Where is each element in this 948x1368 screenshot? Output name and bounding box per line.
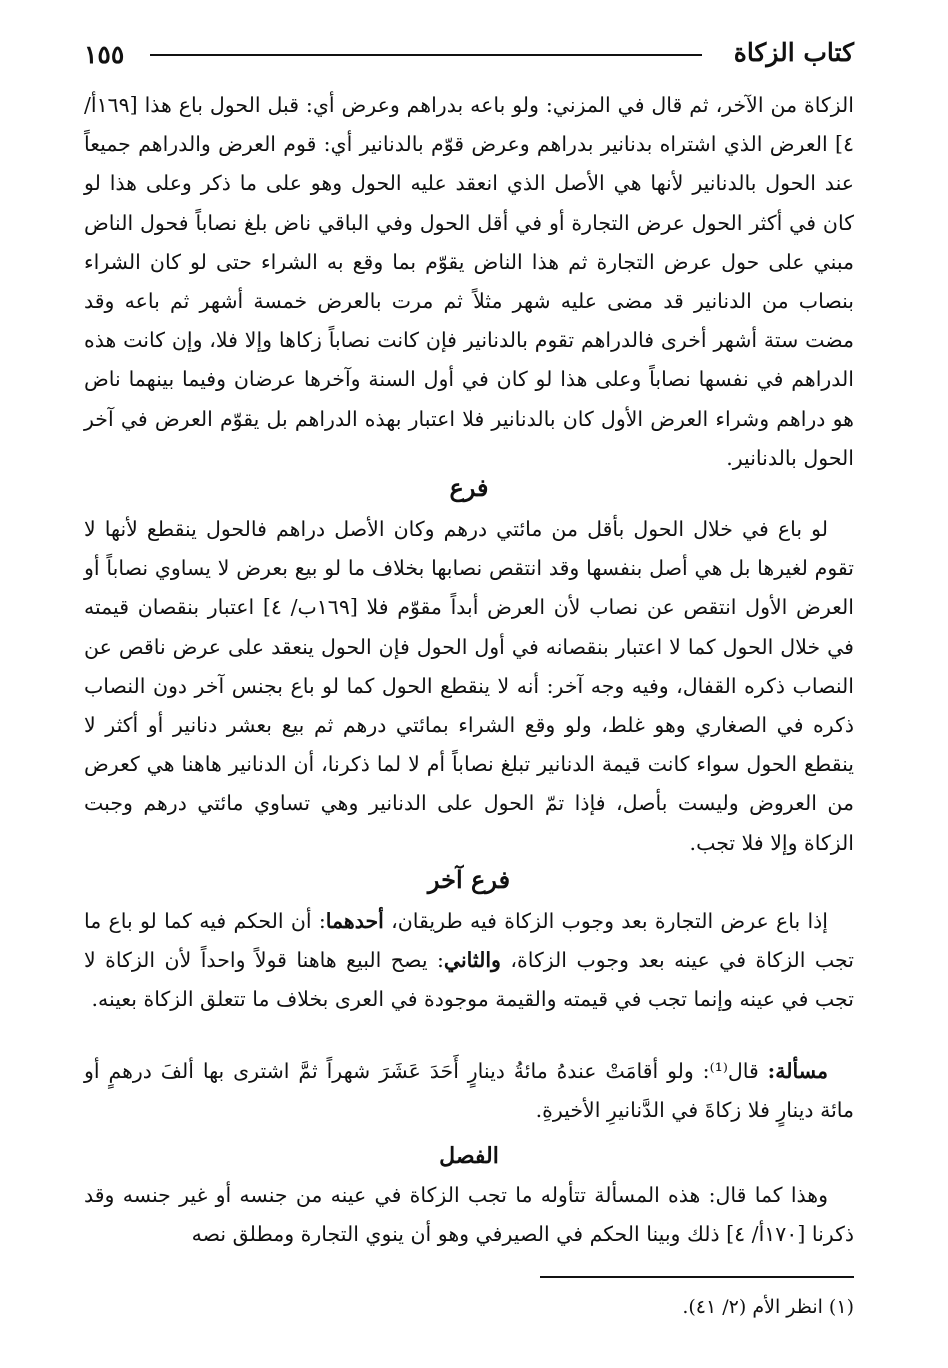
section-intro: [84, 86, 854, 478]
chapter-title: كتاب الزكاة: [733, 38, 854, 67]
paragraph-3: [84, 902, 854, 1020]
term-second: والثاني: [443, 948, 501, 973]
heading-another-branch: فرع آخر: [427, 865, 511, 894]
issue-text: قال⁽¹⁾: ولو أقامَتْ عندهُ مائةُ دينارٍ أَحَدَ عَشَرَ شهراً ثمَّ اشترى بها ألفَ درهمٍ أو مائة دينارٍ فلا زكاةَ في الدَّنانيرِ الأخيرةِ.: [84, 1059, 854, 1123]
section-chapter: [84, 1136, 854, 1254]
paragraph-4: [84, 1052, 854, 1130]
heading-branch: فرع: [449, 473, 489, 502]
footnote: (١) انظر الأم (٢/ ٤١).: [682, 1296, 854, 1318]
paragraph-3-part-e: : يصح البيع هاهنا قولاً واحداً لأن الزكاة لا تجب في عينه وإنما تجب في قيمته والقيمة موجودة في العرى بخلاف ما تتعلق الزكاة بعينه.: [84, 948, 854, 1012]
paragraph-5: وهذا كما قال: هذه المسألة تتأوله ما تجب الزكاة في عينه من جنسه أو غير جنسه وقد ذكرنا [١٧٠أ/ ٤] ذلك وبينا الحكم في الصيرفي وهو أن ينوي التجارة ومطلق نصه: [84, 1183, 854, 1247]
section-issue: [84, 1052, 854, 1130]
paragraph-3-part-c: : أن الحكم فيه كما لو باع ما تجب الزكاة في عينه بعد وجوب الزكاة،: [84, 909, 854, 973]
heading-chapter: الفصل: [439, 1143, 499, 1169]
paragraph-2: لو باع في خلال الحول بأقل من مائتي درهم وكان الأصل دراهم فالحول ينقطع لأنها لا تقوم لغيرها بل هي أصل بنفسها وقد انتقص نصابها بخلاف ما لو بيع بعرض لا يساوي نصاباً أو العرض الأول انتقص عن نصاب لأن العرض أبداً مقوّم فلا [١٦٩ب/ ٤] اعتبار بنقصان قيمته في خلال الحول كما لا اعتبار بنقصانه في أول الحول فإن الحول ينعقد على عرض ناقص عن النصاب ذكره القفال، وفيه وجه آخر: أنه لا ينقطع الحول كما لو باع بجنس آخر دون النصاب ذكره في الصغاري وهو غلط، ولو وقع الشراء بمائتي درهم ثم بيع بعشر دنانير أو أكثر لا ينقطع الحول سواء كانت قيمة الدنانير تبلغ نصاباً أم لا لما ذكرنا، أن الدنانير هاهنا هي كعرض من العروض وليست بأصل، فإذا تمّ الحول على الدنانير وهي تساوي مائتي درهم وجبت الزكاة وإلا فلا تجب.: [84, 517, 854, 855]
paragraph-3-part-a: إذا باع عرض التجارة بعد وجوب الزكاة فيه طريقان،: [383, 909, 828, 933]
term-first: أحدهما: [325, 909, 384, 933]
section-another-branch: [84, 858, 854, 1020]
issue-label: مسألة:: [767, 1059, 828, 1083]
footnote-rule: [540, 1276, 854, 1278]
page-header: [84, 36, 854, 76]
header-rule: [150, 54, 702, 56]
section-branch: [84, 466, 854, 863]
paragraph-1: الزكاة من الآخر، ثم قال في المزني: ولو باعه بدراهم وعرض أي: قبل الحول باع هذا [١٦٩أ/ ٤] العرض الذي اشتراه بدنانير بدراهم وعرض قوّم بالدنانير أي: قوم العرض والدراهم جميعاً عند الحول بالدنانير لأنها هي الأصل الذي انعقد عليه الحول وهو على ما ذكر وعلى هذا لو كان في أكثر الحول عرض التجارة أو في أقل الحول وفي الباقي ناض بلغ نصاباً فحول الناض مبني على حول عرض التجارة ثم هذا الناض يقوّم بما وقع به الشراء حتى لو كان الشراء بنصاب من الدنانير قد مضى عليه شهر مثلاً ثم مرت بالعرض خمسة أشهر ثم باعه وقد مضت ستة أشهر أخرى فالدراهم تقوم بالدنانير فإن كانت نصاباً زكاها وإلا فلا، وإن كانت هذه الدراهم في نفسها نصاباً وعلى هذا لو كان في أول السنة وآخرها عرضان وفيما بينهما ناض هو دراهم وشراء العرض الأول كان بالدنانير فلا اعتبار بهذه الدراهم بل يقوّم العرض في آخر الحول بالدنانير.: [84, 93, 854, 470]
page-number: ١٥٥: [84, 40, 125, 69]
